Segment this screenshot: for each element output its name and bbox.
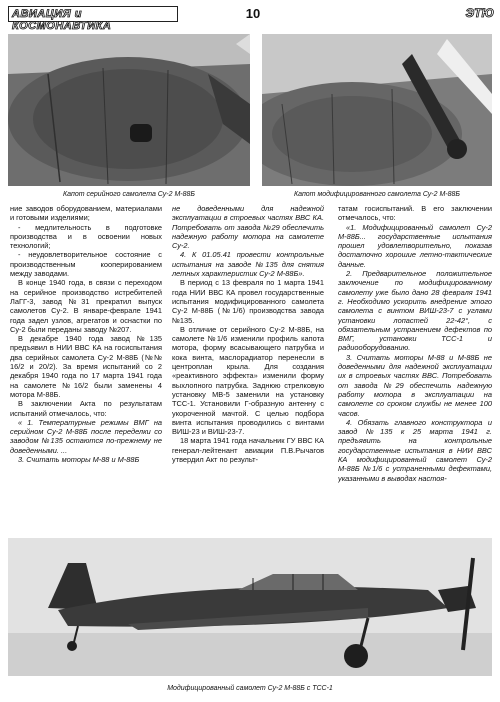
paragraph: 4. Обязать главного конструктора и завод №135 к 25 марта 1941 г. предъявить на контрольные государственные испытания в НИИ ВВС КА модифицированный самолет Су-2 М-88Б №1/6 с устраненными дефектами, указанными в выводах настоя-	[338, 417, 492, 483]
caption-modified-aircraft: Модифицированный самолет Су-2 М-88Б с ТСС-1	[167, 685, 333, 692]
text-column-2	[172, 204, 324, 464]
page-number: 10	[245, 6, 261, 21]
paragraph: 3. Считать моторы М-88 и М-88Б не доведенными для надежной эксплуатации их в строевых частях ВВС. Потребовать от завода №29 обеспечить надежную работу мотора в эксплуатации на самолете со сроком службы не менее 100 часов.	[338, 352, 492, 418]
paragraph: В заключении Акта по результатам испытаний отмечалось, что:	[10, 399, 162, 418]
paragraph: «1. Модифицированный самолет Су-2 М-88Б... государственные испытания прошел удовлетворительно, показав достаточно хорошие летно-тактические данные.	[338, 222, 492, 269]
text-column-1	[10, 204, 162, 464]
paragraph: 4. К 01.05.41 провести контрольные испытания на заводе №135 для снятия летных характеристик Су-2 М-88Б».	[172, 250, 324, 279]
photo-modified-aircraft	[8, 538, 492, 676]
paragraph: - медлительность в подготовке производства и в освоении новых технологий;	[10, 222, 162, 251]
paragraph: - неудовлетворительное состояние с производственным кооперированием между заводами.	[10, 250, 162, 279]
magazine-title-banner	[8, 6, 178, 32]
serial-cowling-image	[8, 34, 250, 186]
paragraph: В конце 1940 года, в связи с переходом на серийное производство истребителей ЛаГГ-3, завод №31 прекратил выпуск самолетов Су-2. В январе-феврале 1941 года задел узлов, агрегатов и оснастки по Су-2 были переданы заводу №207.	[10, 278, 162, 334]
paragraph: 3. Считать моторы М-88 и М-88Б	[18, 455, 140, 465]
aircraft-image	[8, 538, 492, 676]
paragraph: В период с 13 февраля по 1 марта 1941 года НИИ ВВС КА провел государственные испытания модифицированного самолета Су-2 М-88Б (№1/6) производства завода №135.	[172, 278, 324, 325]
paragraph: 18 марта 1941 года начальник ГУ ВВС КА генерал-лейтенант авиации П.В.Рычагов утвердил Акт по результ-	[172, 436, 324, 465]
paragraph: ние заводов оборудованием, материалами и готовыми изделиями;	[10, 204, 162, 223]
magazine-title: АВИАЦИЯ и КОСМОНАВТИКА	[12, 8, 112, 32]
caption-serial-cowling: Капот серийного самолета Су-2 М-88Б	[63, 191, 195, 198]
brand-logo: ЭТЮ	[465, 6, 494, 20]
photo-modified-cowling	[262, 34, 492, 186]
paragraph: В декабре 1940 года завод №135 предъявил в НИИ ВВС КА на госиспытания два серийных самолета Су-2 М-88Б (№№ 16/2 и 20/2). За время испытаний со 2 декабря 1940 года по 17 марта 1941 года на самолете №16/2 были заменены 4 мотора М-88Б.	[10, 334, 162, 399]
paragraph: « 1. Температурные режимы ВМГ на серийном Су-2 М-88Б после переделки со заводом №135 остаются по-прежнему не доведенными. ...	[10, 417, 162, 455]
photo-serial-cowling	[8, 34, 250, 186]
paragraph: В отличие от серийного Су-2 М-88Б, на самолете №1/6 изменили профиль капота мотора, форму всасывающего патрубка и кока винта, маслорадиатор перенесли в центроплан крыла. Для создания «реактивного эффекта» изменили форму выхлопного патрубка. Заднюю стрелковую установку МВ-5 заменили на установку ТСС-1. Установили Г-образную антенну с укороченной мачтой. С целью подбора винта испытания проводились с винтами ВИШ-23 и ВИШ-23-7.	[172, 324, 324, 437]
text-column-3	[338, 204, 492, 534]
paragraph: не доведенными для надежной эксплуатации в строевых частях ВВС КА. Потребовать от завода №29 обеспечить надежную работу мотора на самолете Су-2.	[172, 204, 324, 251]
caption-modified-cowling: Капот модифицированного самолета Су-2 М-88Б	[294, 191, 460, 198]
page-header	[8, 6, 494, 32]
paragraph: татам госиспытаний. В его заключении отмечалось, что:	[338, 204, 492, 223]
paragraph: 2. Предварительное положительное заключение по модифицированному самолету уже было дано 28 февраля 1941 г. Необходимо ускорить внедрение этого самолета с винтом ВИШ-23-7 с углами установки лопастей 22-42°, с обязательным устранением дефектов по ВМГ, установки ТСС-1 и радиооборудованию.	[338, 269, 492, 353]
modified-cowling-image	[262, 34, 492, 186]
